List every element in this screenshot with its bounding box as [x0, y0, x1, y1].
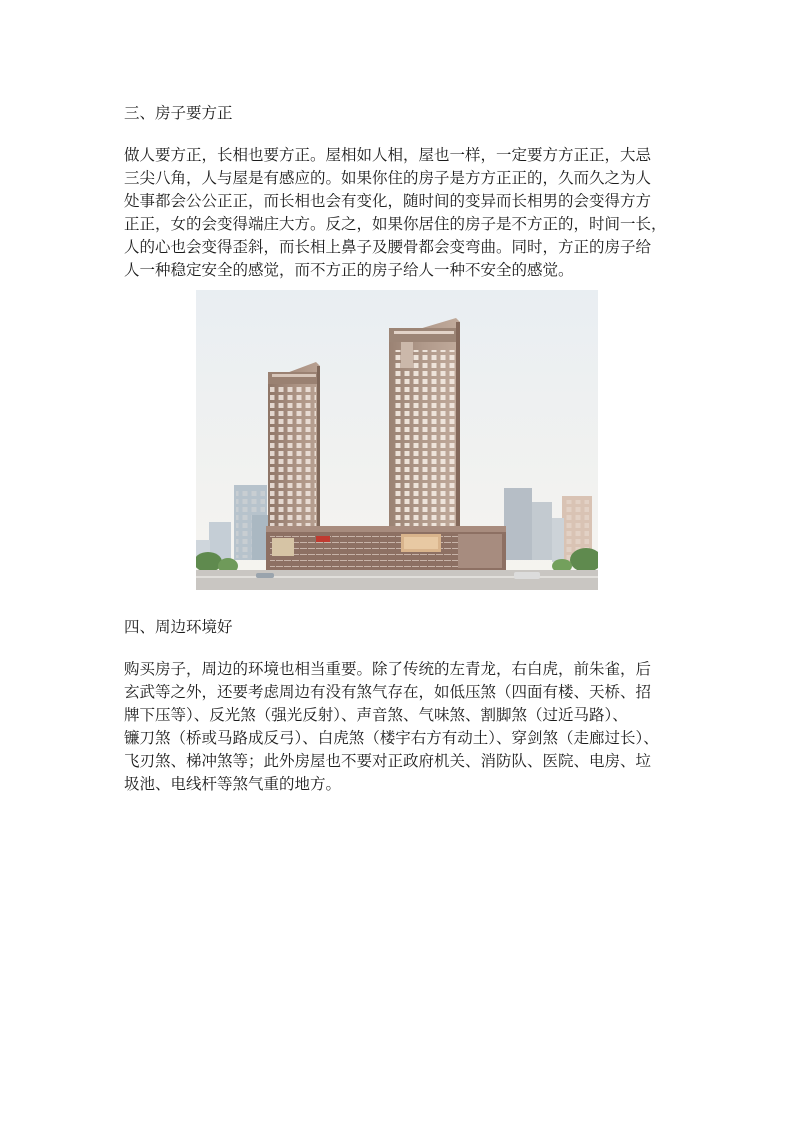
section-heading-3: 三、房子要方正: [124, 104, 233, 122]
building-illustration: [196, 290, 598, 590]
towers-photo: [196, 290, 598, 590]
paragraph-line: 圾池、电线杆等煞气重的地方。: [124, 775, 342, 793]
section-4-paragraph: [124, 658, 684, 796]
paragraph-line: 正正，女的会变得端庄大方。反之，如果你居住的房子是不方正的，时间一长，: [124, 215, 667, 233]
paragraph-line: 飞刃煞、梯冲煞等；此外房屋也不要对正政府机关、消防队、医院、电房、垃: [124, 752, 652, 770]
paragraph-line: 玄武等之外，还要考虑周边有没有煞气存在，如低压煞（四面有楼、天桥、招: [124, 683, 652, 701]
paragraph-line: 人一种稳定安全的感觉，而不方正的房子给人一种不安全的感觉。: [124, 261, 574, 279]
paragraph-line: 三尖八角，人与屋是有感应的。如果你住的房子是方方正正的，久而久之为人: [124, 169, 652, 187]
paragraph-line: 牌下压等）、反光煞（强光反射）、声音煞、气味煞、割脚煞（过近马路）、: [124, 706, 628, 724]
paragraph-line: 镰刀煞（桥或马路成反弓）、白虎煞（楼宇右方有动土）、穿剑煞（走廊过长）、: [124, 729, 659, 747]
paragraph-line: 处事都会公公正正，而长相也会有变化，随时间的变异而长相男的会变得方方: [124, 192, 652, 210]
paragraph-line: 做人要方正，长相也要方正。屋相如人相，屋也一样，一定要方方正正，大忌: [124, 146, 652, 164]
paragraph-line: 购买房子，周边的环境也相当重要。除了传统的左青龙，右白虎，前朱雀，后: [124, 660, 652, 678]
paragraph-line: 人的心也会变得歪斜，而长相上鼻子及腰骨都会变弯曲。同时，方正的房子给: [124, 238, 652, 256]
section-heading-4: 四、周边环境好: [124, 618, 233, 636]
section-3-paragraph: [124, 144, 684, 282]
